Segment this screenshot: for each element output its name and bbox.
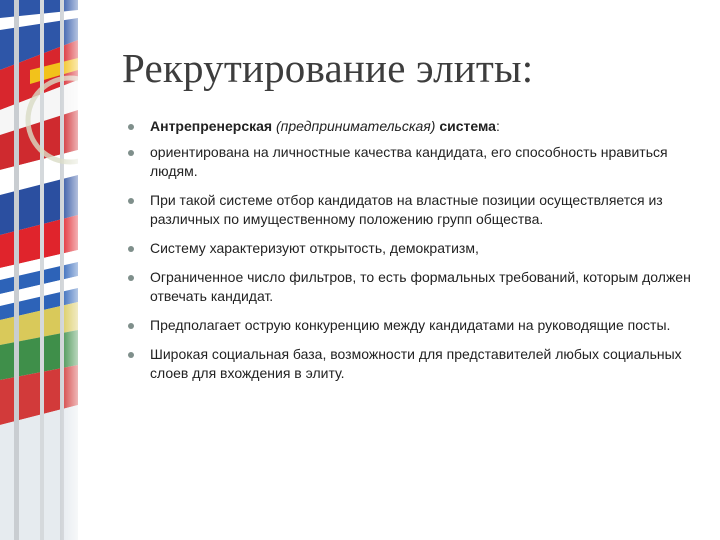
bullet-icon [128, 246, 134, 252]
list-item [128, 191, 703, 229]
intro-italic: (предпринимательская) [276, 118, 436, 134]
intro-tail: : [495, 118, 500, 134]
bullet-icon [128, 124, 134, 130]
bullet-list [128, 117, 703, 383]
list-item [128, 345, 703, 383]
bullet-icon [128, 352, 134, 358]
list-item [128, 239, 703, 258]
strip-fade [60, 0, 78, 540]
bullet-icon [128, 275, 134, 281]
list-item [128, 268, 703, 306]
list-item [128, 143, 703, 181]
slide-title: Рекрутирование элиты: [122, 45, 534, 91]
bullet-text: При такой системе отбор кандидатов на властные позиции осуществляется из различных по имущественному положению групп общества. [150, 192, 663, 227]
bullet-text: Систему характеризуют открытость, демократизм, [150, 240, 479, 256]
list-item [128, 117, 703, 136]
bullet-text: Ограниченное число фильтров, то есть формальных требований, которым должен отвечать кандидат. [150, 269, 691, 304]
bullet-icon [128, 150, 134, 156]
bullet-text: ориентирована на личностные качества кандидата, его способность нравиться людям. [150, 144, 668, 179]
bullet-icon [128, 198, 134, 204]
flags-decoration [0, 0, 78, 540]
intro-bold-start: Антрепренерская [150, 118, 273, 134]
bullet-text: Предполагает острую конкуренцию между кандидатами на руководящие посты. [150, 317, 671, 333]
bullet-text: Широкая социальная база, возможности для представителей любых социальных слоев для вхождения в элиту. [150, 346, 682, 381]
intro-bold-end: система [439, 118, 496, 134]
bullet-icon [128, 323, 134, 329]
list-item [128, 316, 703, 335]
